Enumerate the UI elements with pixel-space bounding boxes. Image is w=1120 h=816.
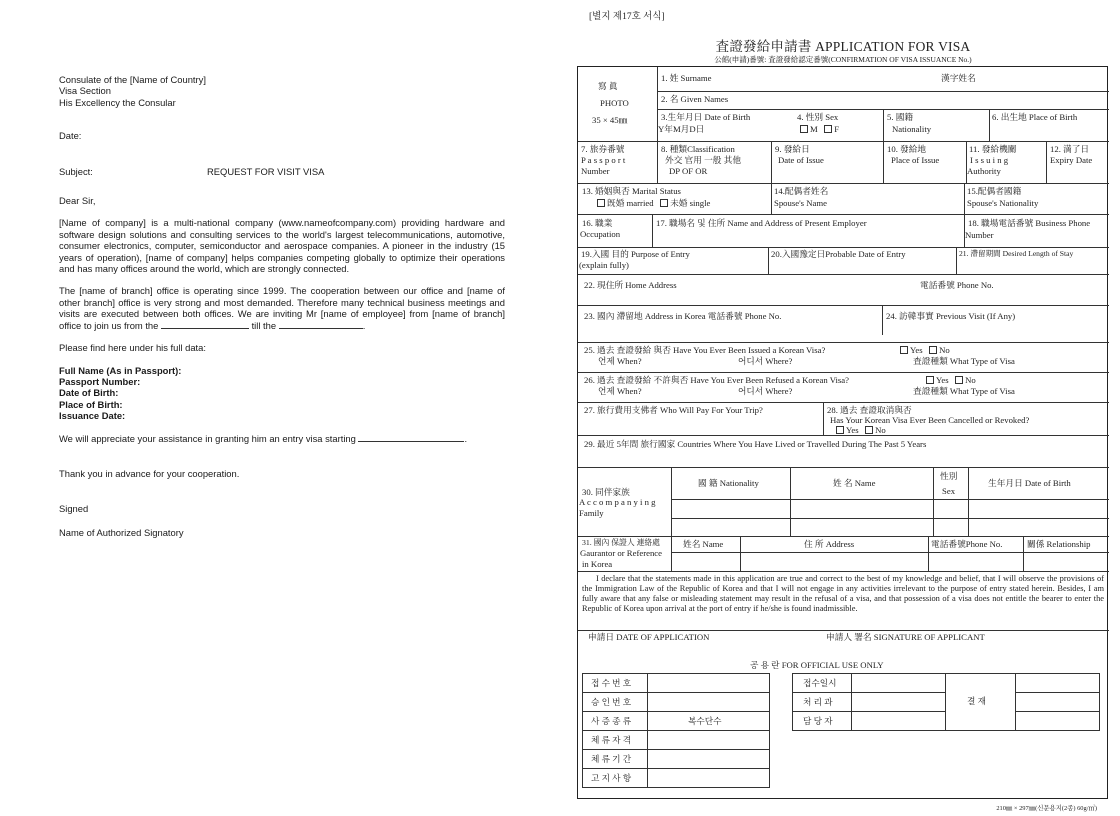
sex-label: 4. 性別 Sex [797, 112, 839, 122]
spouse-nationality-label-en: Spouse's Nationality [967, 198, 1039, 208]
married-checkbox[interactable] [597, 199, 605, 207]
occupation-label: 16. 職業 [582, 218, 613, 228]
given-names-label: 2. 名 Given Names [661, 94, 729, 104]
signatory-name: Name of Authorized Signatory [59, 526, 184, 538]
paragraph-company: [Name of company] is a multi-national company (www.nameofcompany.com) providing hardware and software design solutions and consulting services to the world's largest telecommunications, automotive, consumer electronics, computer, semiconductor and aerospace companies. A pioneer in the industry (15 years of operation), [name of company] helps companies competing globally to optimize their operations and has many offices around the world, which are strongly connected. [59, 217, 505, 275]
marital-options [597, 198, 710, 208]
field-passport-number: Passport Number: [59, 375, 141, 387]
q25-label: 25. 過去 査證發給 與否 Have You Ever Been Issued a Korean Visa? [584, 345, 826, 355]
q25-when: 언제 When? [598, 356, 642, 366]
q26-yes-label: Yes [936, 375, 949, 385]
field-full-name: Full Name (As in Passport): [59, 364, 182, 376]
q29-label: 29. 最近 5年間 旅行國家 Countries Where You Have Lived or Travelled During The Past 5 Years [584, 439, 927, 449]
passport-label-en: P a s s p o r t [581, 155, 626, 165]
nationality-label: 5. 國籍 [887, 112, 914, 122]
application-date-label: 申請日 DATE OF APPLICATION [588, 632, 710, 642]
classification-options: 外交 官用 一般 其他 [665, 155, 742, 165]
visa-type-label: 사 증 종 류 [591, 716, 632, 726]
q25-options [900, 345, 950, 355]
invitation-letter [59, 74, 505, 538]
sex-m-checkbox[interactable] [800, 125, 808, 133]
classification-codes: DP OF OR [669, 166, 708, 176]
q31-label: 31. 國內 保證人 連絡處 [582, 538, 660, 547]
q25-yes-checkbox[interactable] [900, 346, 908, 354]
address-line: Consulate of the [Name of Country] [59, 74, 206, 85]
q28-yes-checkbox[interactable] [836, 426, 844, 434]
photo-label: PHOTO [600, 98, 629, 108]
q28-no-checkbox[interactable] [865, 426, 873, 434]
approval-number-label: 승 인 번 호 [591, 697, 632, 707]
q26-no-label: No [965, 375, 976, 385]
passport-label: 7. 旅券番號 [581, 144, 625, 154]
till-text: till the [251, 319, 277, 331]
signed-label: Signed [59, 503, 89, 515]
stay-period-label: 체 류 기 간 [591, 754, 632, 764]
field-place-of-birth: Place of Birth: [59, 398, 123, 410]
sex-m-label: M [810, 124, 818, 134]
korea-address-label: 23. 國內 滯留地 Address in Korea 電話番號 Phone No. [584, 311, 782, 321]
q28-yes-label: Yes [846, 425, 859, 435]
visa-application-form [575, 0, 1111, 816]
consulate-address [59, 74, 505, 108]
address-line: His Excellency the Consular [59, 96, 176, 108]
multi-single-label: 복수단수 [688, 716, 722, 726]
home-phone-label: 電話番號 Phone No. [920, 280, 994, 290]
subject-label: Subject: [59, 165, 93, 177]
official-use-heading: 공 용 란 FOR OFFICIAL USE ONLY [750, 660, 884, 670]
from-date-blank [161, 320, 249, 329]
employee-data-fields [59, 365, 505, 422]
photo-size: 35 × 45㎜ [592, 115, 628, 125]
stay-status-label: 체 류 자 격 [591, 735, 632, 745]
issue-place-label: 10. 發給地 [887, 144, 927, 154]
q30-sex-en: Sex [942, 486, 956, 496]
q25-no-checkbox[interactable] [929, 346, 937, 354]
q25-no-label: No [939, 345, 950, 355]
single-label: 未婚 single [670, 198, 711, 208]
subject-row [59, 166, 505, 177]
q30-label-en: A c c o m p a n y i n g [579, 497, 656, 507]
chinese-name-label: 漢字姓名 [941, 73, 976, 83]
business-phone-label: 18. 職場電話番號 Business Phone [968, 218, 1091, 228]
q26-options [926, 375, 976, 385]
photo-label-korean: 寫 眞 [598, 81, 618, 91]
business-phone-label-en: Number [965, 230, 994, 240]
q28-options [836, 425, 886, 435]
issue-place-label-en: Place of Issue [891, 155, 940, 165]
paragraph-branch-text: The [name of branch] office is operating since 1999. The cooperation between our office and [name of other branch] office is very strong and most demanded. Therefore many technical business meetings and visits are executed between both offices. We are inviting Mr [name of employee] from [name of branch] office to join us from the [59, 285, 505, 331]
q26-where: 어디서 Where? [738, 386, 793, 396]
q31-phone: 電話番號Phone No. [931, 539, 1003, 549]
q26-visa-type: 査證種類 What Type of Visa [913, 386, 1015, 396]
q31-in-korea: in Korea [582, 559, 613, 569]
q30-dob: 生年月日 Date of Birth [988, 478, 1071, 488]
q31-guarantor: Gaurantor or Reference [580, 548, 663, 558]
issue-date-label: 9. 發給日 [775, 144, 810, 154]
surname-label: 1. 姓 Surname [661, 73, 712, 83]
signature-label: 申請人 署名 SIGNATURE OF APPLICANT [826, 632, 985, 642]
form-reference: [별지 제17호 서식] [589, 12, 665, 22]
q31-address: 住 所 Address [804, 539, 855, 549]
single-checkbox[interactable] [660, 199, 668, 207]
passport-number-label: Number [581, 166, 610, 176]
please-find: Please find here under his full data: [59, 342, 206, 354]
declaration-text: I declare that the statements made in this application are true and correct to the best of my knowledge and belief, that I will observe the provisions of the Immigration Law of the Republic of Korea and that I will not engage in any activities irrelevant to the purpose of entry stated herein. Besides, I am fully aware that any false or misleading statement may result in the refusal of a visa, and that possession of a visa does not entitle the bearer to enter the Republic of Korea upon arrival at the port of entry if he/she is found inadmissible. [582, 574, 1104, 613]
length-of-stay-label: 21. 滯留期間 Desired Length of Stay [959, 249, 1074, 258]
employer-label: 17. 職場名 및 住所 Name and Address of Present Employer [656, 218, 867, 228]
field-date-of-birth: Date of Birth: [59, 387, 119, 399]
receipt-datetime-label: 접수일시 [803, 678, 837, 688]
appreciate-text: We will appreciate your assistance in granting him an entry visa starting [59, 432, 356, 444]
entry-date-label: 20.入國豫定日Probable Date of Entry [771, 249, 906, 259]
authority-label-en: I s s u i n g [970, 155, 1009, 165]
sex-f-checkbox[interactable] [824, 125, 832, 133]
authority-label-en2: Authority [967, 166, 1001, 176]
official-left-table [582, 673, 770, 788]
q26-label: 26. 過去 査證發給 不許與否 Have You Ever Been Refused a Korean Visa? [584, 375, 849, 385]
paper-spec-note: 210㎜ × 297㎜(신문용지(2종) 60g/㎡) [996, 805, 1097, 812]
q28-question: Has Your Korean Visa Ever Been Cancelled or Revoked? [830, 415, 1030, 425]
sex-options [800, 124, 839, 134]
form-title: 査證發給申請書 APPLICATION FOR VISA [715, 39, 971, 54]
q25-yes-label: Yes [910, 345, 923, 355]
field-issuance-date: Issuance Date: [59, 410, 126, 422]
q28-label: 28. 過去 査證取消與否 [827, 405, 912, 415]
expiry-label-en: Expiry Date [1050, 155, 1093, 165]
official-right-table [792, 673, 1100, 731]
form-subtitle: 公館(申請)番號: 査證發給認定番號(CONFIRMATION OF VISA ISSUANCE No.) [714, 55, 972, 64]
entry-date-blank [358, 433, 464, 442]
issue-date-label-en: Date of Issue [778, 155, 824, 165]
previous-visit-label: 24. 訪韓事實 Previous Visit (If Any) [886, 311, 1016, 321]
place-of-birth-label: 6. 出生地 Place of Birth [992, 112, 1078, 122]
receipt-number-label: 접 수 번 호 [591, 678, 632, 688]
nationality-label-en: Nationality [892, 124, 932, 134]
purpose-label-en: (explain fully) [579, 260, 629, 270]
dob-format: Y年M月D日 [658, 124, 705, 134]
married-label: 旣婚 married [607, 198, 654, 208]
classification-label: 8. 種類Classification [661, 144, 735, 154]
expiry-label: 12. 満了日 [1050, 144, 1090, 154]
q25-visa-type: 査證種類 What Type of Visa [913, 356, 1015, 366]
q30-nationality: 國 籍 Nationality [698, 478, 759, 488]
sex-f-label: F [834, 124, 840, 134]
q26-yes-checkbox[interactable] [926, 376, 934, 384]
till-date-blank [279, 320, 363, 329]
spouse-name-label: 14.配偶者姓名 [774, 186, 829, 196]
thanks-line: Thank you in advance for your cooperation. [59, 467, 240, 479]
home-address-label: 22. 現住所 Home Address [584, 280, 677, 290]
q25-where: 어디서 Where? [738, 356, 793, 366]
salutation: Dear Sir, [59, 195, 96, 207]
q27-label: 27. 旅行費用支佛者 Who Will Pay For Your Trip? [584, 405, 763, 415]
officer-label: 담 당 자 [803, 716, 833, 726]
paragraph-branch: The [name of branch] office is operating since 1999. The cooperation between our office and [name of other branch] office is very strong and most demanded. Therefore many technical business meetings and visits are executed between both offices. We are inviting Mr [name of employee] from [name of branch] office to join us from the till the . [59, 285, 505, 331]
decision-label: 결 재 [967, 696, 986, 706]
spouse-name-label-en: Spouse's Name [774, 198, 827, 208]
date-label: Date: [59, 130, 82, 142]
spouse-nationality-label: 15.配偶者國籍 [967, 186, 1022, 196]
processing-dept-label: 처 리 과 [803, 697, 833, 707]
occupation-label-en: Occupation [580, 229, 621, 239]
q28-no-label: No [875, 425, 886, 435]
q30-name: 姓 名 Name [833, 478, 876, 488]
q30-sex: 性別 [940, 471, 958, 481]
notice-label: 고 지 사 항 [591, 773, 632, 783]
q31-relationship: 關係 Relationship [1027, 539, 1091, 549]
dob-label: 3.生年月日 Date of Birth [661, 112, 751, 122]
authority-label: 11. 發給機關 [969, 144, 1017, 154]
purpose-label: 19.入國 目的 Purpose of Entry [581, 249, 690, 259]
q26-when: 언제 When? [598, 386, 642, 396]
form-grid [577, 66, 1108, 799]
q30-family: Family [579, 508, 604, 518]
appreciate-line: We will appreciate your assistance in granting him an entry visa starting . [59, 432, 468, 444]
marital-status-label: 13. 婚姻與否 Marital Status [582, 186, 681, 196]
q26-no-checkbox[interactable] [955, 376, 963, 384]
q31-name: 姓名 Name [683, 539, 724, 549]
q30-label: 30. 同伴家族 [582, 487, 630, 497]
subject-value: REQUEST FOR VISIT VISA [207, 165, 325, 177]
address-line: Visa Section [59, 85, 111, 97]
